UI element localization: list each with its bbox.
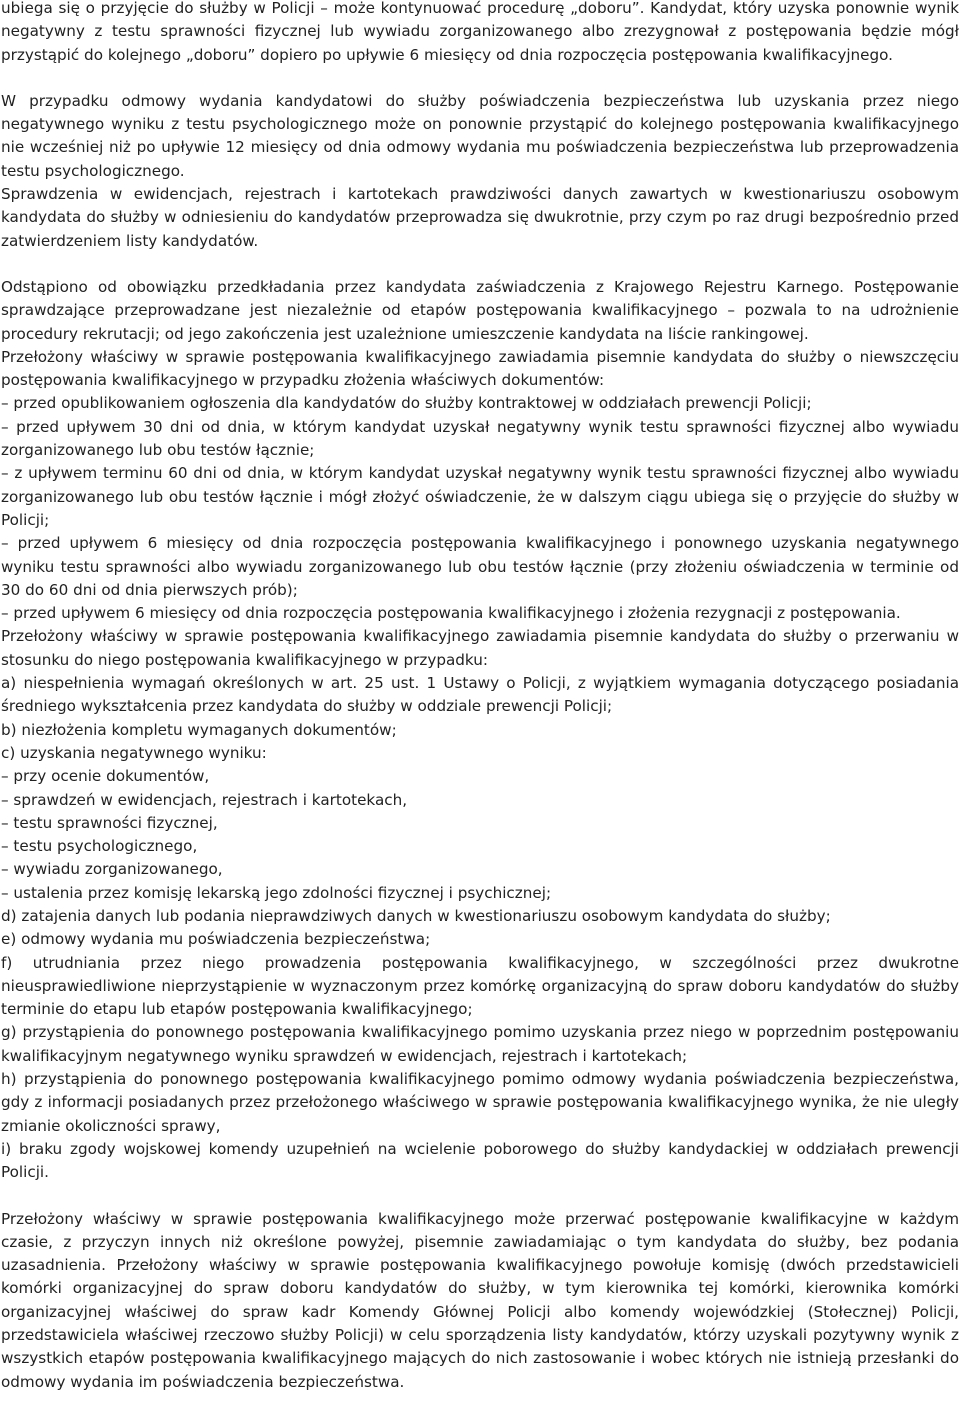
list-item: h) przystąpienia do ponownego postępowania kwalifikacyjnego pomimo odmowy wydania poświadczenia bezpieczeństwa, gdy z informacji posiadanych przez przełożonego właściwego w sprawie postępowania kwalifikacyjnego wynika, że nie uległy zmianie okoliczności sprawy, (1, 1070, 959, 1135)
paragraph: Sprawdzenia w ewidencjach, rejestrach i kartotekach prawdziwości danych zawartych w kwestionariuszu osobowym kandydata do służby w odniesieniu do kandydatów przeprowadza się dwukrotnie, przy czym po raz drugi bezpośrednio przed zatwierdzeniem listy kandydatów. (1, 185, 959, 250)
paragraph: Odstąpiono od obowiązku przedkładania przez kandydata zaświadczenia z Krajowego Rejestru Karnego. Postępowanie sprawdzające przeprowadzane jest niezależnie od etapów postępowania kwalifikacyjnego – pozwala to na udrożnienie procedury rekrutacji; od jego zakończenia jest uzależnione umieszczenie kandydata na liście rankingowej. (1, 277, 959, 343)
list-item: – przy ocenie dokumentów, (1, 767, 210, 786)
list-item: f) utrudniania przez niego prowadzenia postępowania kwalifikacyjnego, w szczególności przez dwukrotne nieusprawiedliwione nieprzystąpienie w wyznaczonym przez komórkę organizacyjną do spraw doboru kandydatów do służby terminie do etapu lub etapów postępowania kwalifikacyjnego; (1, 953, 959, 1019)
paragraph: Przełożony właściwy w sprawie postępowania kwalifikacyjnego zawiadamia pisemnie kandydata do służby o przerwaniu w stosunku do niego postępowania kwalifikacyjnego w przypadku: (1, 627, 959, 669)
list-item: d) zatajenia danych lub podania nieprawdziwych danych w kwestionariuszu osobowym kandydata do służby; (1, 906, 831, 925)
list-item: e) odmowy wydania mu poświadczenia bezpieczeństwa; (1, 930, 431, 949)
list-item: – przed upływem 30 dni od dnia, w którym kandydat uzyskał negatywny wynik testu sprawności fizycznej albo wywiadu zorganizowanego lub obu testów łącznie; (1, 417, 959, 460)
paragraph: Przełożony właściwy w sprawie postępowania kwalifikacyjnego zawiadamia pisemnie kandydata do służby o niewszczęciu postępowania kwalifikacyjnego w przypadku złożenia właściwych dokumentów: (1, 347, 959, 390)
list-item: – z upływem terminu 60 dni od dnia, w którym kandydat uzyskał negatywny wynik testu sprawności fizycznej albo wywiadu zorganizowanego lub obu testów łącznie i mógł złożyć oświadczenie, że w dalszym ciągu ubiega się o przyjęcie do służby w Policji; (1, 464, 959, 529)
paragraph-spacer (1, 253, 959, 276)
list-item: – ustalenia przez komisję lekarską jego zdolności fizycznej i psychicznej; (1, 883, 552, 902)
list-item: g) przystąpienia do ponownego postępowania kwalifikacyjnego pomimo uzyskania przez niego w poprzednim postępowaniu kwalifikacyjnym negatywnego wyniku sprawdzeń w ewidencjach, rejestrach i kartotekach; (1, 1023, 959, 1065)
list-item: c) uzyskania negatywnego wyniku: (1, 743, 267, 762)
list-item: – testu sprawności fizycznej, (1, 813, 218, 832)
list-item: – testu psychologicznego, (1, 837, 198, 856)
list-item: – sprawdzeń w ewidencjach, rejestrach i kartotekach, (1, 790, 408, 809)
paragraph-spacer (1, 67, 959, 90)
paragraph: Przełożony właściwy w sprawie postępowania kwalifikacyjnego może przerwać postępowanie kwalifikacyjne w każdym czasie, z przyczyn innych niż określone powyżej, pisemnie zawiadamiając o tym kandydata do służby, bez podania uzasadnienia. Przełożony właściwy w sprawie postępowania kwalifikacyjnego powołuje komisję (dwóch przedstawicieli komórki organizacyjnej do spraw doboru kandydatów do służby, w tym kierownika tej komórki, kierownika komórki organizacyjnej właściwej do spraw kadr Komendy Głównej Policji albo komendy wojewódzkiej (Stołecznej) Policji, przedstawiciela właściwej rzeczowo służby Policji) w celu sporządzenia listy kandydatów, którzy uzyskali pozytywny wynik z wszystkich etapów postępowania kwalifikacyjnego mających do nich zastosowanie i wobec których nie istnieją przesłanki do odmowy wydania im poświadczenia bezpieczeństwa. (1, 1209, 959, 1391)
paragraph-group-3 (1, 276, 959, 1185)
list-item: a) niespełnienia wymagań określonych w art. 25 ust. 1 Ustawy o Policji, z wyjątkiem wymagania dotyczącego posiadania średniego wykształcenia przez kandydata do służby w oddziale prewencji Policji; (1, 674, 959, 716)
paragraph: ubiega się o przyjęcie do służby w Policji – może kontynuować procedurę „doboru”. Kandydat, który uzyska ponownie wynik negatywny z testu sprawności fizycznej lub wywiadu zorganizowanego albo zrezygnował z postępowania będzie mógł przystąpić do kolejnego „doboru” dopiero po upływie 6 miesięcy od dnia rozpoczęcia postępowania kwalifikacyjnego. (1, 0, 959, 64)
list-item: – przed upływem 6 miesięcy od dnia rozpoczęcia postępowania kwalifikacyjnego i ponownego uzyskania negatywnego wyniku testu sprawności albo wywiadu zorganizowanego lub obu testów łącznie (przy złożeniu oświadczenia w terminie od 30 do 60 dni od dnia pierwszych prób); (1, 534, 959, 599)
list-item: – przed upływem 6 miesięcy od dnia rozpoczęcia postępowania kwalifikacyjnego i złożenia rezygnacji z postępowania. (1, 604, 901, 623)
paragraph: W przypadku odmowy wydania kandydatowi do służby poświadczenia bezpieczeństwa lub uzyskania przez niego negatywnego wyniku z testu psychologicznego może on ponownie przystąpić do kolejnego postępowania kwalifikacyjnego nie wcześniej niż po upływie 12 miesięcy od dnia odmowy wydania mu poświadczenia bezpieczeństwa lub przeprowadzenia testu psychologicznego. (1, 91, 959, 180)
paragraph-group-4 (1, 1208, 959, 1394)
list-item: – wywiadu zorganizowanego, (1, 860, 223, 879)
paragraph-group-2 (1, 90, 959, 253)
list-item: i) braku zgody wojskowej komendy uzupełnień na wcielenie poborowego do służby kandydackiej w oddziałach prewencji Policji. (1, 1139, 959, 1182)
list-item: – przed opublikowaniem ogłoszenia dla kandydatów do służby kontraktowej w oddziałach prewencji Policji; (1, 394, 812, 413)
paragraph-spacer (1, 1185, 959, 1208)
list-item: b) niezłożenia kompletu wymaganych dokumentów; (1, 720, 397, 739)
paragraph-group-1 (1, 0, 959, 67)
